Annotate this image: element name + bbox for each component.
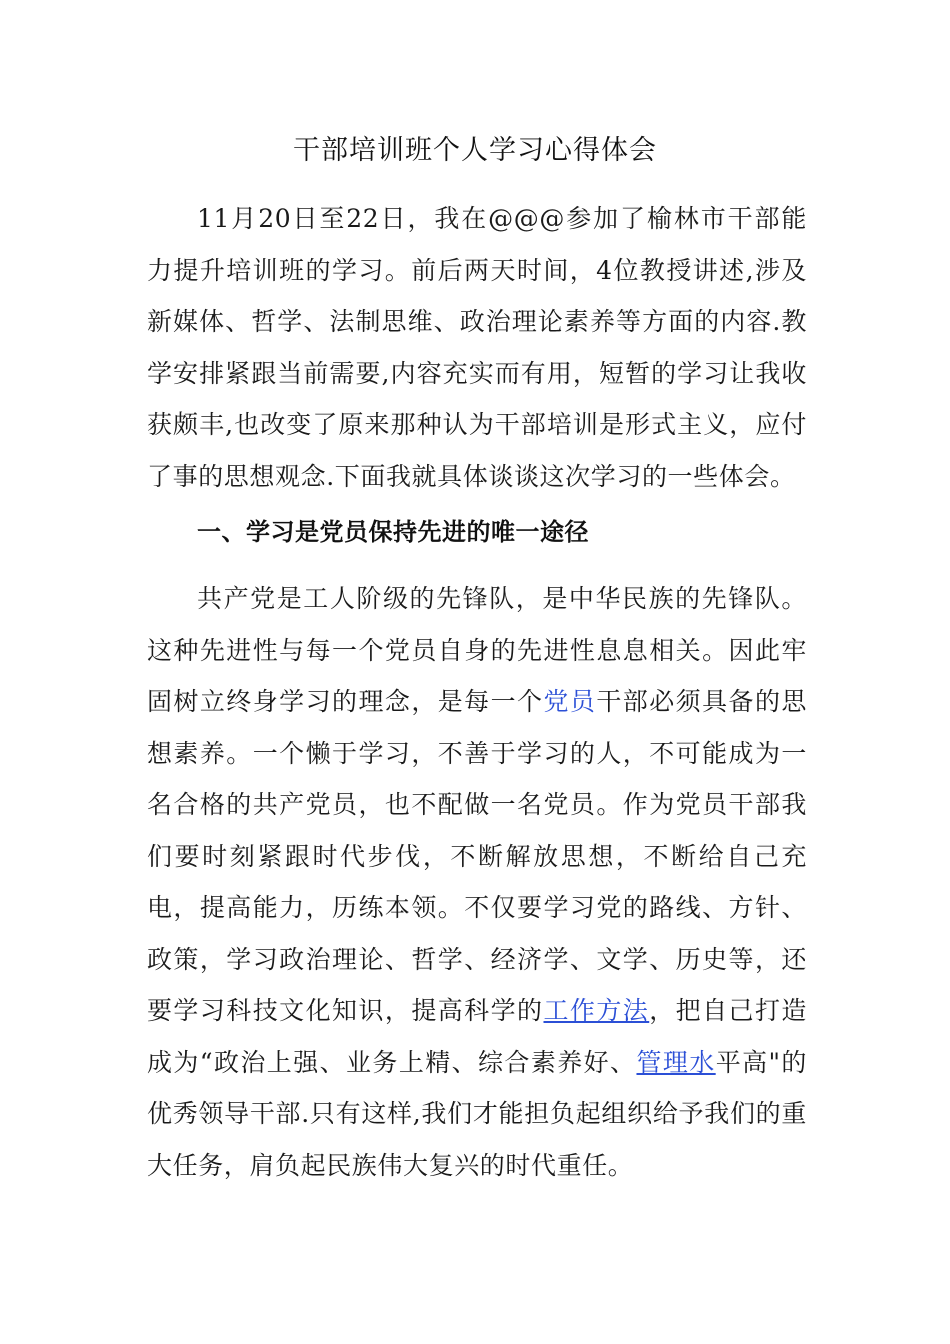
paragraph-text-part-2: 干部必须具备的思想素养。一个懒于学习，不善于学习的人，不可能成为一名合格的共产党员，也不配做一名党员。作为党员干部我们要时刻紧跟时代步伐，不断解放思想，不断给自己充电，提高能力，历练本领。不仅要学习党的路线、方针、政策，学习政治理论、哲学、经济学、文学、历史等，还要学习科技文化知识，提高科学的 — [147, 687, 807, 1025]
party-member-highlight: 党员 — [543, 687, 597, 716]
paragraph-section-1 — [147, 573, 807, 1191]
section-heading-1: 一、学习是党员保持先进的唯一途径 — [197, 518, 589, 546]
paragraph-intro: 11月20日至22日，我在@@@参加了榆林市干部能力提升培训班的学习。前后两天时间，4位教授讲述,涉及新媒体、哲学、法制思维、政治理论素养等方面的内容.教学安排紧跟当前需要,内容充实而有用，短暂的学习让我收获颇丰,也改变了原来那种认为干部培训是形式主义，应付了事的思想观念.下面我就具体谈谈这次学习的一些体会。 — [147, 204, 807, 491]
paragraph-text-part-4: 平高"的优秀领导干部.只有这样,我们才能担负起组织给予我们的重大任务，肩负起民族伟大复兴的时代重任。 — [147, 1047, 807, 1180]
paragraph-text-part-1: 共产党是工人阶级的先锋队，是中华民族的先锋队。这种先进性与每一个党员自身的先进性息息相关。因此牢固树立终身学习的理念，是每一个 — [147, 584, 807, 716]
work-method-link[interactable]: 工作方法 — [543, 996, 650, 1025]
paragraph-text-part-3: ，把自己打造成为“政治上强、业务上精、综合素养好、 — [147, 996, 807, 1077]
management-level-link[interactable]: 管理水 — [636, 1047, 716, 1077]
document-title: 干部培训班个人学习心得体会 — [293, 135, 657, 166]
